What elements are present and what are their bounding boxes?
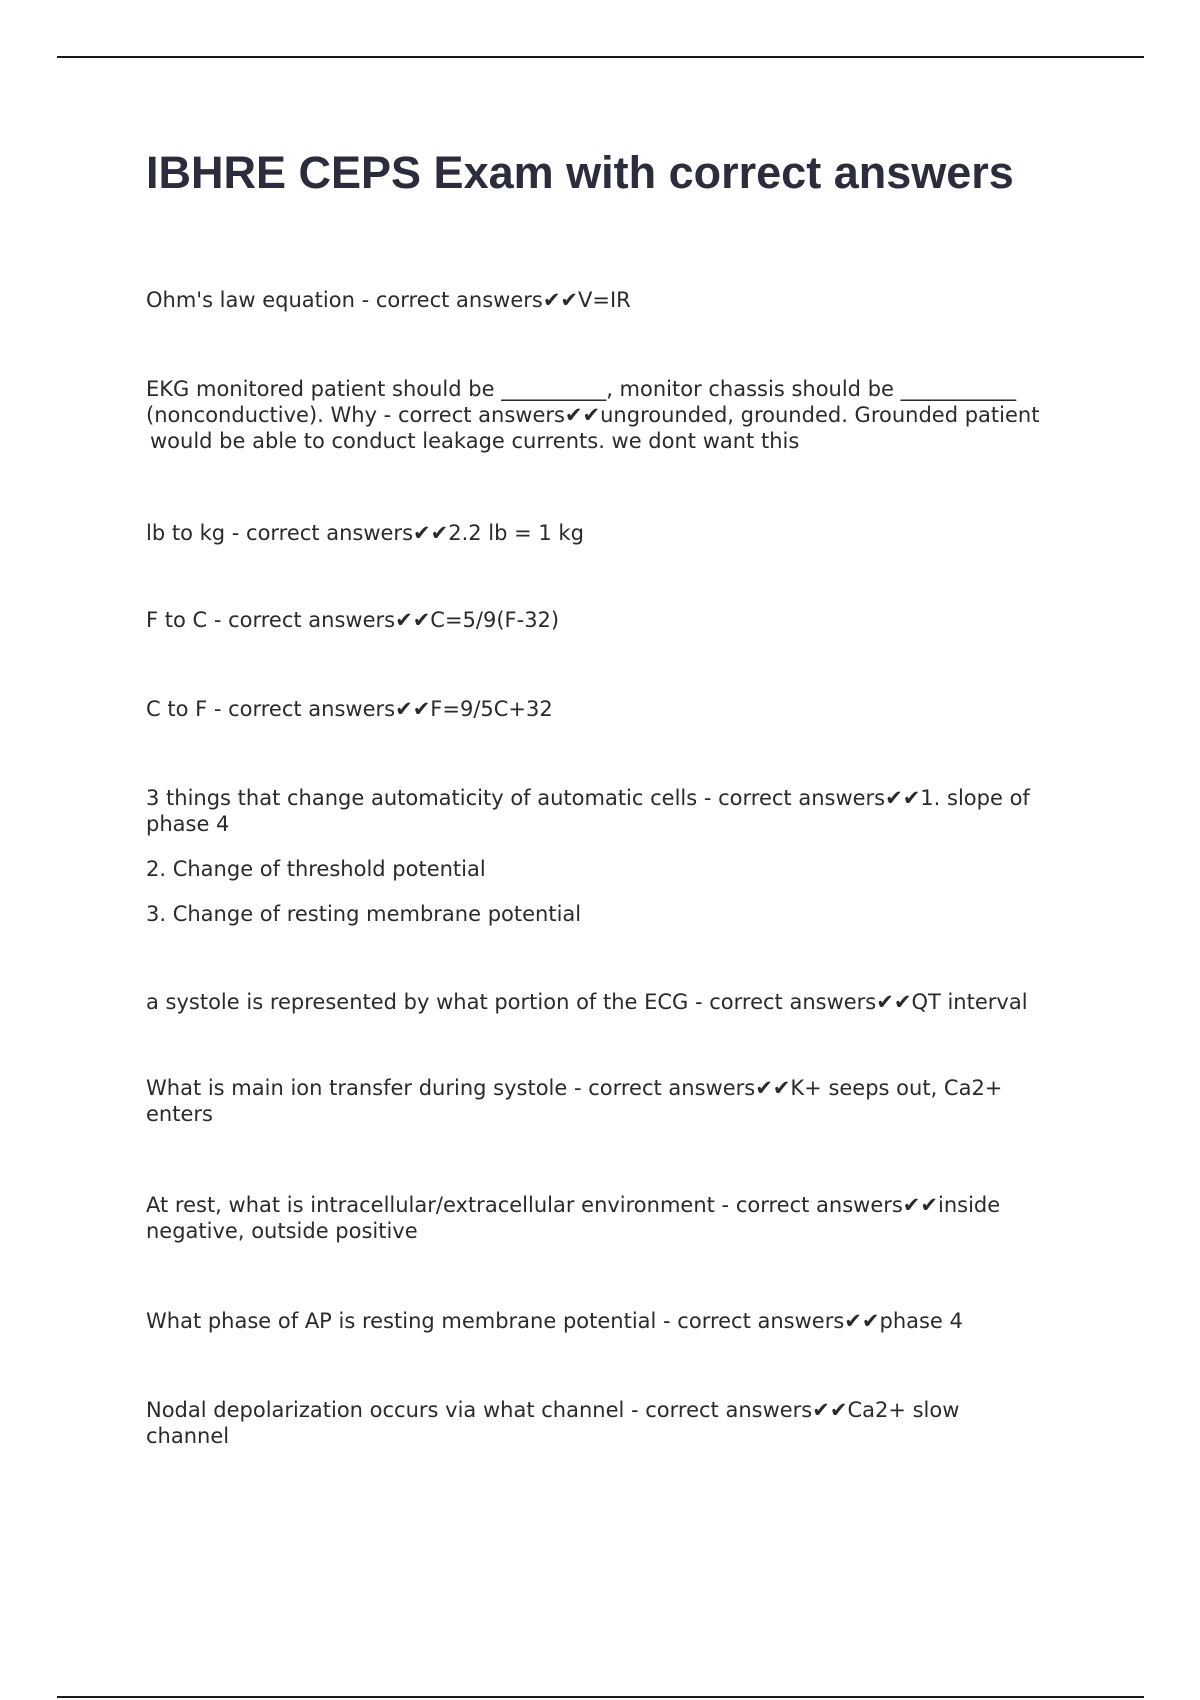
top-rule <box>57 56 1144 58</box>
qa-item-automaticity <box>146 785 1106 837</box>
qa-item-ap-phase <box>146 1308 1106 1334</box>
qa-line: a systole is represented by what portion of the ECG - correct answers✔✔QT interval <box>146 990 1028 1014</box>
qa-line: would be able to conduct leakage currents. we dont want this <box>150 429 800 453</box>
qa-line: enters <box>146 1102 213 1126</box>
qa-line: Nodal depolarization occurs via what channel - correct answers✔✔Ca2+ slow <box>146 1398 960 1422</box>
qa-line: C to F - correct answers✔✔F=9/5C+32 <box>146 697 553 721</box>
qa-line: At rest, what is intracellular/extracellular environment - correct answers✔✔inside <box>146 1193 1001 1217</box>
qa-line: 3 things that change automaticity of automatic cells - correct answers✔✔1. slope of <box>146 786 1030 810</box>
qa-item-rest-environment <box>146 1192 1106 1244</box>
qa-line: lb to kg - correct answers✔✔2.2 lb = 1 kg <box>146 521 584 545</box>
qa-item-c-to-f <box>146 696 1106 722</box>
qa-item-ekg-grounding <box>146 376 1106 454</box>
qa-item-systole-ecg <box>146 989 1106 1015</box>
qa-item-ion-transfer <box>146 1075 1106 1127</box>
bottom-rule <box>57 1696 1144 1698</box>
qa-item-threshold <box>146 856 1106 882</box>
qa-item-f-to-c <box>146 607 1106 633</box>
qa-line: What phase of AP is resting membrane potential - correct answers✔✔phase 4 <box>146 1309 963 1333</box>
qa-line: negative, outside positive <box>146 1219 418 1243</box>
qa-line: F to C - correct answers✔✔C=5/9(F-32) <box>146 608 560 632</box>
qa-line: phase 4 <box>146 812 230 836</box>
qa-item-lb-to-kg <box>146 520 1106 546</box>
qa-line: 2. Change of threshold potential <box>146 857 486 881</box>
document-title: IBHRE CEPS Exam with correct answers <box>146 147 1014 198</box>
qa-line: What is main ion transfer during systole - correct answers✔✔K+ seeps out, Ca2+ <box>146 1076 1003 1100</box>
qa-item-resting-membrane <box>146 901 1106 927</box>
qa-line: EKG monitored patient should be __________, monitor chassis should be ___________ <box>146 377 1017 401</box>
qa-item-nodal-depolarization <box>146 1397 1106 1449</box>
qa-line: (nonconductive). Why - correct answers✔✔ungrounded, grounded. Grounded patient <box>146 403 1040 427</box>
qa-item-ohms-law <box>146 287 1106 313</box>
qa-line: Ohm's law equation - correct answers✔✔V=IR <box>146 288 631 312</box>
qa-line: 3. Change of resting membrane potential <box>146 902 582 926</box>
qa-line: channel <box>146 1424 230 1448</box>
